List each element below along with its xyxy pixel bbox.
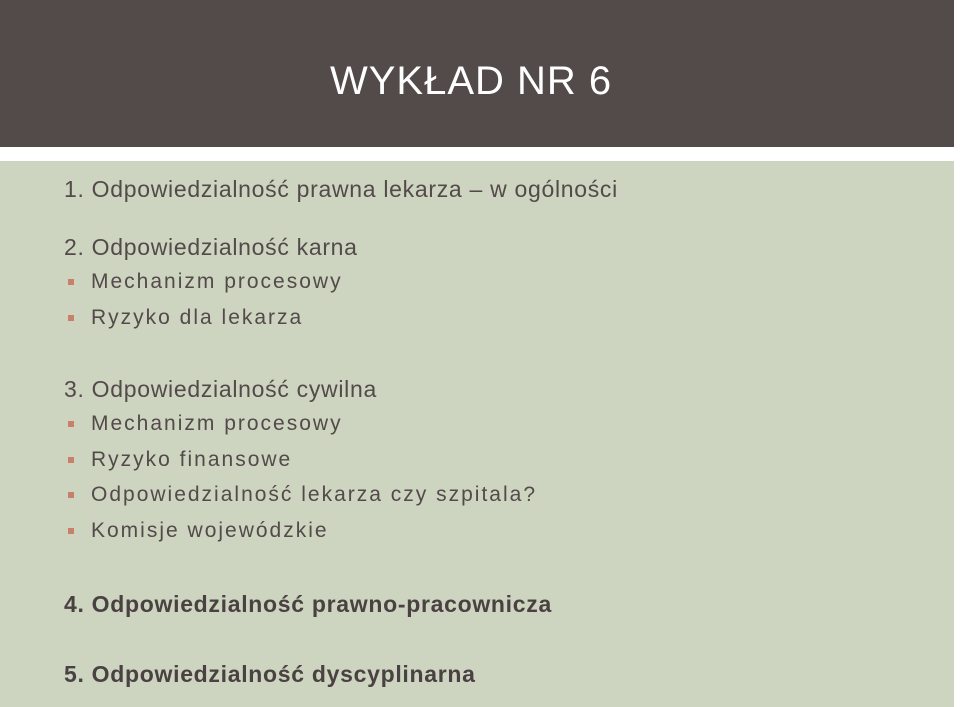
bullet-item: Odpowiedzialność lekarza czy szpitala? [91, 483, 538, 506]
bullet-item: Mechanizm procesowy [91, 412, 343, 435]
bullet-marker-icon [68, 528, 74, 534]
section-heading-2: 2. Odpowiedzialność karna [64, 234, 358, 260]
section-heading-5: 5. Odpowiedzialność dyscyplinarna [64, 661, 476, 687]
bullet-marker-icon [68, 492, 74, 498]
bullet-item: Mechanizm procesowy [91, 270, 343, 293]
section-heading-4: 4. Odpowiedzialność prawno-pracownicza [64, 591, 552, 617]
section-heading-1: 1. Odpowiedzialność prawna lekarza – w ogólności [64, 176, 618, 202]
bullet-marker-icon [68, 421, 74, 427]
bullet-item: Komisje wojewódzkie [91, 519, 329, 542]
slide-title: WYKŁAD NR 6 [330, 59, 613, 103]
title-bar [0, 0, 954, 147]
bullet-item: Ryzyko dla lekarza [91, 306, 304, 329]
bullet-item: Ryzyko finansowe [91, 448, 293, 471]
section-heading-3: 3. Odpowiedzialność cywilna [64, 376, 377, 402]
bullet-marker-icon [68, 315, 74, 321]
bullet-marker-icon [68, 457, 74, 463]
bullet-marker-icon [68, 279, 74, 285]
